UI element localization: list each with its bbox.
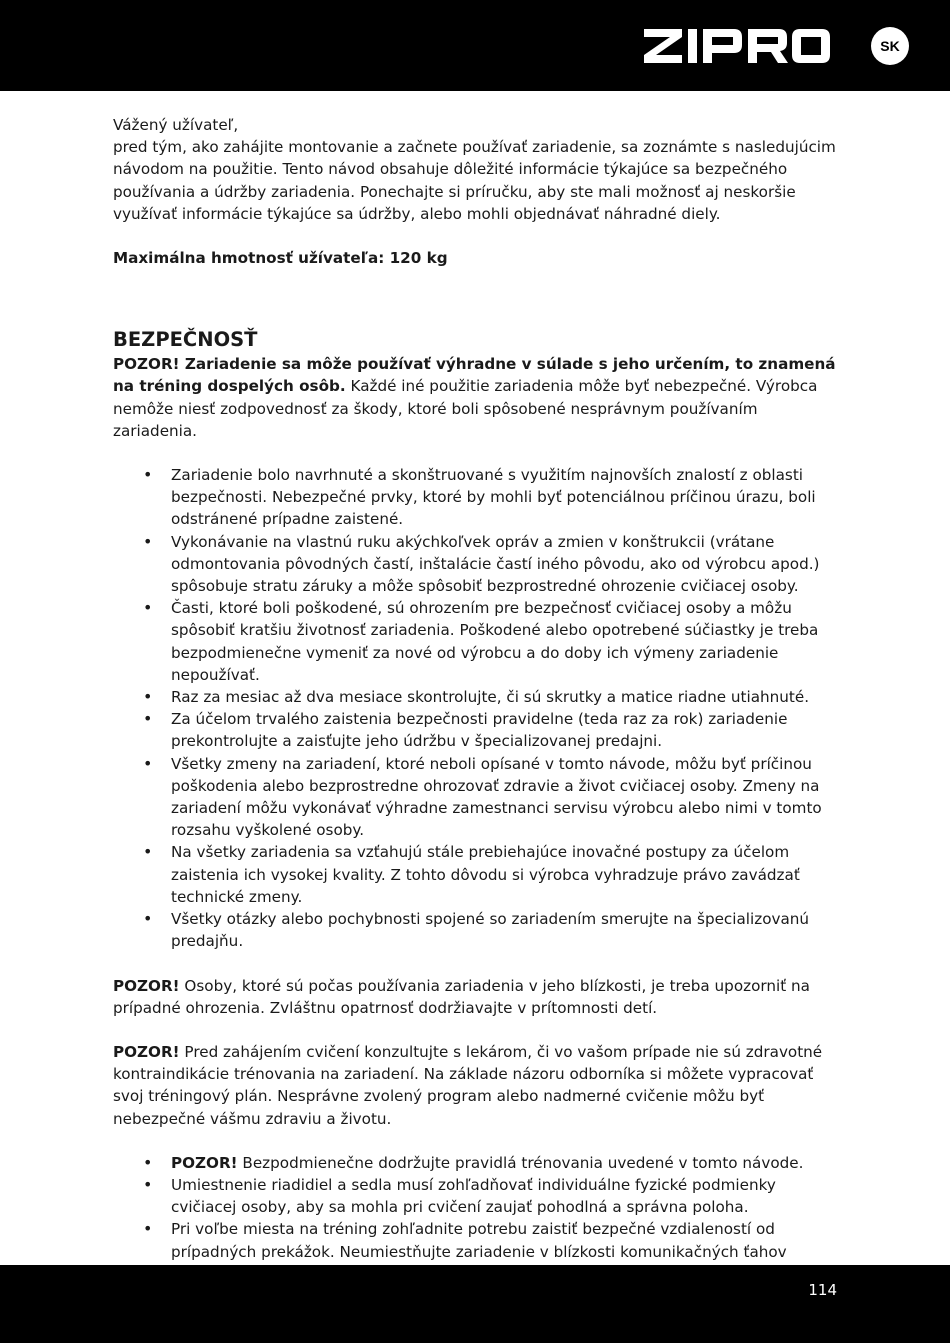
safety-warning: POZOR! Zariadenie sa môže používať výhradne v súlade s jeho určením, to znamená na tréning dospelých osôb. Každé iné použitie zariadenia môže byť nebezpečné. Výrobca nemôže niesť zodpovednosť za škody, ktoré boli spôsobené nesprávnym používaním zariadenia. [113,355,836,440]
list-item: • Umiestnenie riadidiel a sedla musí zohľadňovať individuálne fyzické podmienky cvičiacej osoby, aby sa mohla pri cvičení zaujať pohodlná a správna poloha. [171,1174,838,1218]
list-item: • Na všetky zariadenia sa vzťahujú stále prebiehajúce inovačné postupy za účelom zaistenia ich vysokej kvality. Z tohto dôvodu si výrobca vyhradzuje právo zavádzať technické zmeny. [171,841,838,908]
list-item: • Zariadenie bolo navrhnuté a skonštruované s využitím najnovších znalostí z oblasti bezpečnosti. Nebezpečné prvky, ktoré by mohli byť potenciálnou príčinou úrazu, boli odstránené prípadne zaistené. [171,464,838,531]
list-item: • Všetky zmeny na zariadení, ktoré neboli opísané v tomto návode, môžu byť príčinou poškodenia alebo bezprostredne ohrozovať zdravie a život cvičiacej osoby. Zmeny na zariadení môžu vykonávať výhradne zamestnanci servisu výrobcu alebo nimi v tomto rozsahu vyškolené osoby. [171,753,838,842]
warning-doctor: POZOR! Pred zahájením cvičení konzultujte s lekárom, či vo vašom prípade nie sú zdravotné kontraindikácie trénovania na zariadení. Na základe názoru odborníka si môžete vypracovať svoj tréningový plán. Nesprávne zvolený program alebo nadmerné cvičenie môžu byť nebezpečné vášmu zdraviu a životu. [113,1042,823,1128]
greeting: Vážený užívateľ, [113,116,239,134]
zipro-logo [642,27,832,65]
list-item: • Časti, ktoré boli poškodené, sú ohrozením pre bezpečnosť cvičiacej osoby a môžu spôsobiť kratšiu životnosť zariadenia. Poškodené alebo opotrebené súčiastky je treba bezpodmienečne vymeniť za nové od výrobcu a do doby ich výmeny zariadenie nepoužívať. [171,597,838,686]
list-item: • Pri voľbe miesta na tréning zohľadnite potrebu zaistiť bezpečné vzdialeností od prípadných prekážok. Neumiestňujte zariadenie v blízkosti komunikačných ťahov [171,1218,838,1285]
page-footer [0,1265,950,1343]
list-item: • Raz za mesiac až dva mesiace skontrolujte, či sú skrutky a matice riadne utiahnuté. [171,686,838,708]
list-item: • Za účelom trvalého zaistenia bezpečnosti pravidelne (teda raz za rok) zariadenie prekontrolujte a zaisťujte jeho údržbu v špecializovanej predajni. [171,708,838,752]
safety-list [171,464,838,952]
page-header [0,0,950,91]
section-title: BEZPEČNOSŤ [113,328,258,352]
page-content [113,114,838,1285]
list-item: • POZOR! Bezpodmienečne dodržujte pravidlá trénovania uvedené v tomto návode. [171,1152,838,1174]
warning-children: POZOR! Osoby, ktoré sú počas používania zariadenia v jeho blízkosti, je treba upozorniť na prípadné ohrozenia. Zvláštnu opatrnosť dodržiavajte v prítomnosti detí. [113,976,810,1017]
list-item: • Všetky otázky alebo pochybnosti spojené so zariadením smerujte na špecializovanú predajňu. [171,908,838,952]
page-number: 114 [808,1281,837,1299]
intro-paragraph: pred tým, ako zahájite montovanie a začnete používať zariadenie, sa zoznámte s nasledujúcim návodom na použitie. Tento návod obsahuje dôležité informácie týkajúce sa bezpečného používania a údržby zariadenia. Ponechajte si príručku, aby ste mali možnosť aj neskoršie využívať informácie týkajúce sa údržby, alebo mohli objednávať náhradné diely. [113,138,836,223]
logo-text [0,0,1,1]
max-weight: Maximálna hmotnosť užívateľa: 120 kg [113,249,448,268]
language-badge: SK [871,27,909,65]
list-item: • Vykonávanie na vlastnú ruku akýchkoľvek opráv a zmien v konštrukcii (vrátane odmontovania pôvodných častí, inštalácie častí iného pôvodu, ako od výrobcu apod.) spôsobuje stratu záruky a môže spôsobiť bezprostredné ohrozenie cvičiacej osoby. [171,531,838,598]
